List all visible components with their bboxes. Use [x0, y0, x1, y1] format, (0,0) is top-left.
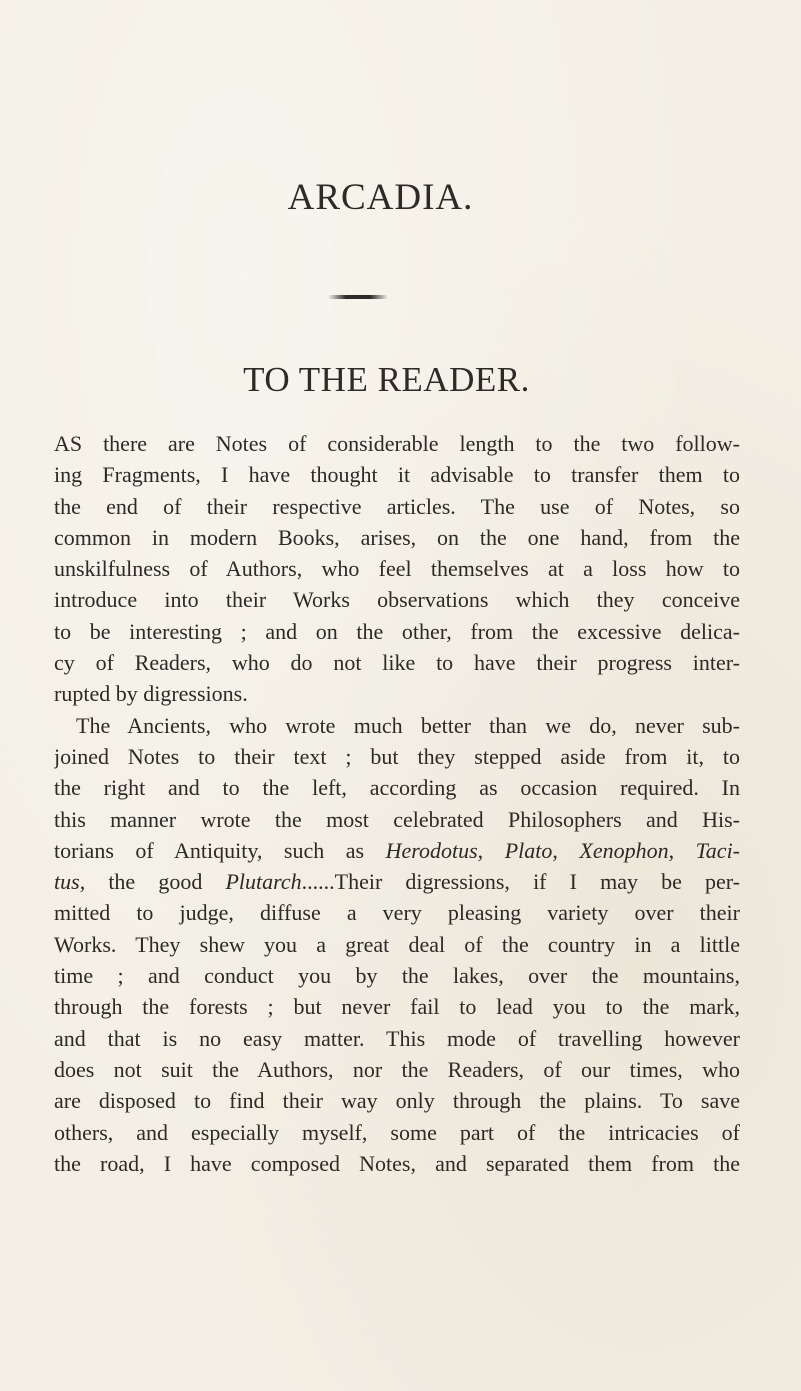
author-name-plutarch: Plutarch	[225, 869, 302, 895]
author-name-xenophon: Xenophon	[579, 837, 669, 863]
author-name-plato: Plato	[504, 837, 553, 863]
text-line: through the forests ; but never fail to lead you to the mark,	[54, 994, 740, 1020]
text-line: this manner wrote the most celebrated Philosophers and His-	[54, 806, 740, 832]
text-line: and that is no easy matter. This mode of travelling however	[54, 1025, 740, 1051]
text-line: the right and to the left, according as occasion required. In	[54, 775, 740, 801]
text-run: , the good	[79, 869, 226, 895]
text-line: others, and especially myself, some part of the intricacies of	[54, 1119, 740, 1145]
text-run: ,	[668, 837, 696, 863]
paragraph-2	[54, 710, 740, 1179]
paragraph-1	[54, 428, 740, 710]
text-line: ing Fragments, I have thought it advisable to transfer them to	[54, 462, 740, 488]
text-run: ......Their digressions, if I may be per-	[301, 869, 740, 895]
text-line: introduce into their Works observations which they conceive	[54, 587, 740, 613]
text-line: cy of Readers, who do not like to have their progress inter-	[54, 650, 740, 676]
author-name-herodotus: Herodotus	[385, 837, 478, 863]
ornamental-rule	[328, 295, 388, 299]
author-name-tacitus-part1: Taci-	[695, 837, 740, 863]
text-line: Works. They shew you a great deal of the country in a little	[54, 931, 740, 957]
text-line: are disposed to find their way only through the plains. To save	[54, 1088, 740, 1114]
text-line: rupted by digressions.	[54, 681, 248, 707]
running-head: ARCADIA.	[287, 177, 474, 218]
text-line: to be interesting ; and on the other, from the excessive delica-	[54, 618, 740, 644]
text-line: the road, I have composed Notes, and separated them from the	[54, 1150, 740, 1176]
text-line	[54, 835, 740, 866]
author-name-tacitus-part2: tus	[54, 869, 80, 895]
text-run: torians of Antiquity, such as	[54, 837, 386, 863]
text-line	[54, 866, 740, 897]
section-heading: TO THE READER.	[243, 360, 530, 399]
text-line: time ; and conduct you by the lakes, over the mountains,	[54, 963, 740, 989]
text-line: does not suit the Authors, nor the Readers, of our times, who	[54, 1056, 740, 1082]
text-run: ,	[552, 837, 580, 863]
text-line: the end of their respective articles. The use of Notes, so	[54, 493, 740, 519]
text-line: joined Notes to their text ; but they stepped aside from it, to	[54, 743, 740, 769]
text-line: mitted to judge, diffuse a very pleasing variety over their	[54, 900, 740, 926]
text-line: unskilfulness of Authors, who feel themselves at a loss how to	[54, 556, 740, 582]
body-text	[54, 428, 740, 1179]
text-run: ,	[477, 837, 505, 863]
text-line: common in modern Books, arises, on the one hand, from the	[54, 524, 740, 550]
text-line: AS there are Notes of considerable length to the two follow-	[54, 431, 740, 456]
text-line	[54, 710, 740, 741]
text-run: The Ancients, who wrote much better than we do, never sub-	[76, 712, 740, 738]
